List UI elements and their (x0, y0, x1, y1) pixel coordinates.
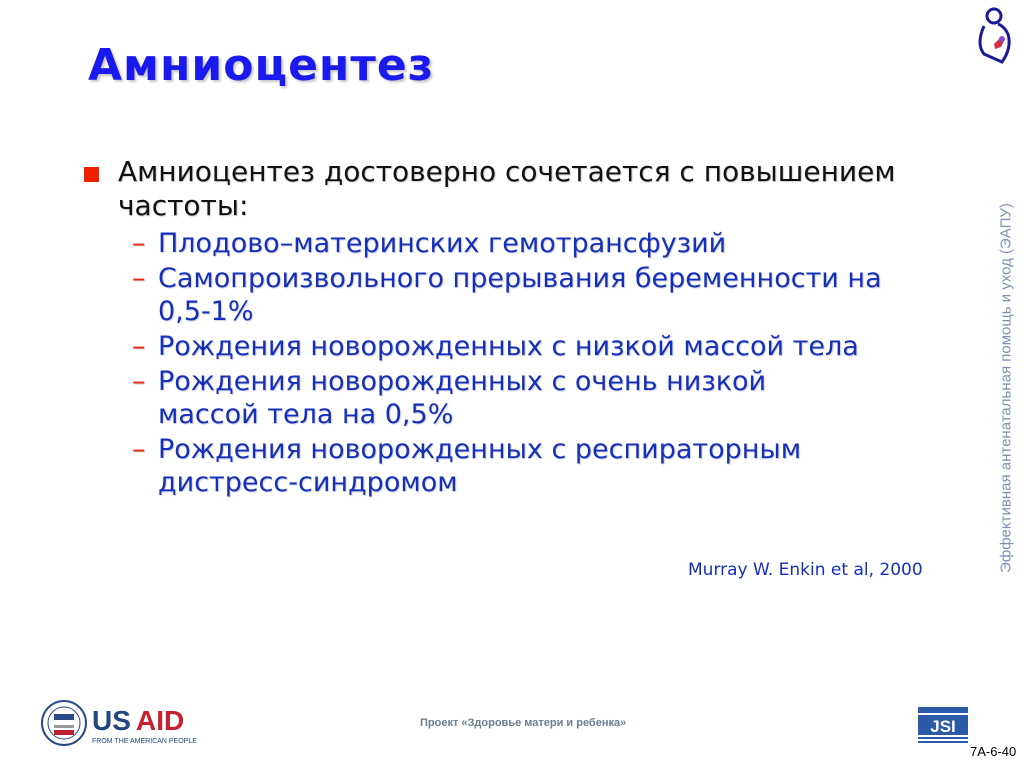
slide-content (84, 155, 964, 501)
dash-icon: – (132, 434, 146, 465)
mother-child-logo-icon (974, 4, 1014, 66)
main-bullet-text: Амниоцентез достоверно сочетается с повышением частоты: (118, 155, 896, 222)
citation: Murray W. Enkin et al, 2000 (688, 560, 923, 580)
usaid-tagline: FROM THE AMERICAN PEOPLE (92, 738, 197, 745)
side-banner: Эффективная антенатальная помощь и уход (ЭАПУ) (997, 203, 1015, 573)
sub-item-text: Рождения новорожденных с очень низкой массой тела на 0,5% (158, 366, 767, 430)
svg-text:JSI: JSI (930, 717, 956, 736)
dash-icon: – (132, 331, 146, 362)
sub-item (134, 330, 964, 363)
dash-icon: – (132, 366, 146, 397)
square-bullet-icon (84, 167, 99, 182)
sub-item (134, 433, 898, 499)
sub-list (84, 227, 964, 499)
dash-icon: – (132, 228, 146, 259)
footer-project-text: Проект «Здоровье матери и ребенка» (420, 717, 627, 729)
main-bullet (84, 155, 964, 223)
sub-item-text: Самопроизвольного прерывания беременности на 0,5-1% (158, 263, 882, 327)
sub-item (134, 227, 964, 260)
sub-item-text: Рождения новорожденных с респираторным дистресс-синдромом (158, 434, 802, 498)
svg-text:US: US (92, 705, 131, 736)
sub-item-text: Рождения новорожденных с низкой массой тела (158, 331, 859, 362)
sub-item (134, 262, 938, 328)
jsi-logo-icon (918, 707, 968, 743)
dash-icon: – (132, 263, 146, 294)
slide-number: 7A-6-40 (970, 744, 1017, 759)
usaid-logo-icon (40, 698, 210, 748)
sub-item (134, 365, 858, 431)
slide-title: Амниоцентез (88, 40, 435, 91)
svg-text:AID: AID (136, 705, 185, 736)
sub-item-text: Плодово–материнских гемотрансфузий (158, 228, 727, 259)
